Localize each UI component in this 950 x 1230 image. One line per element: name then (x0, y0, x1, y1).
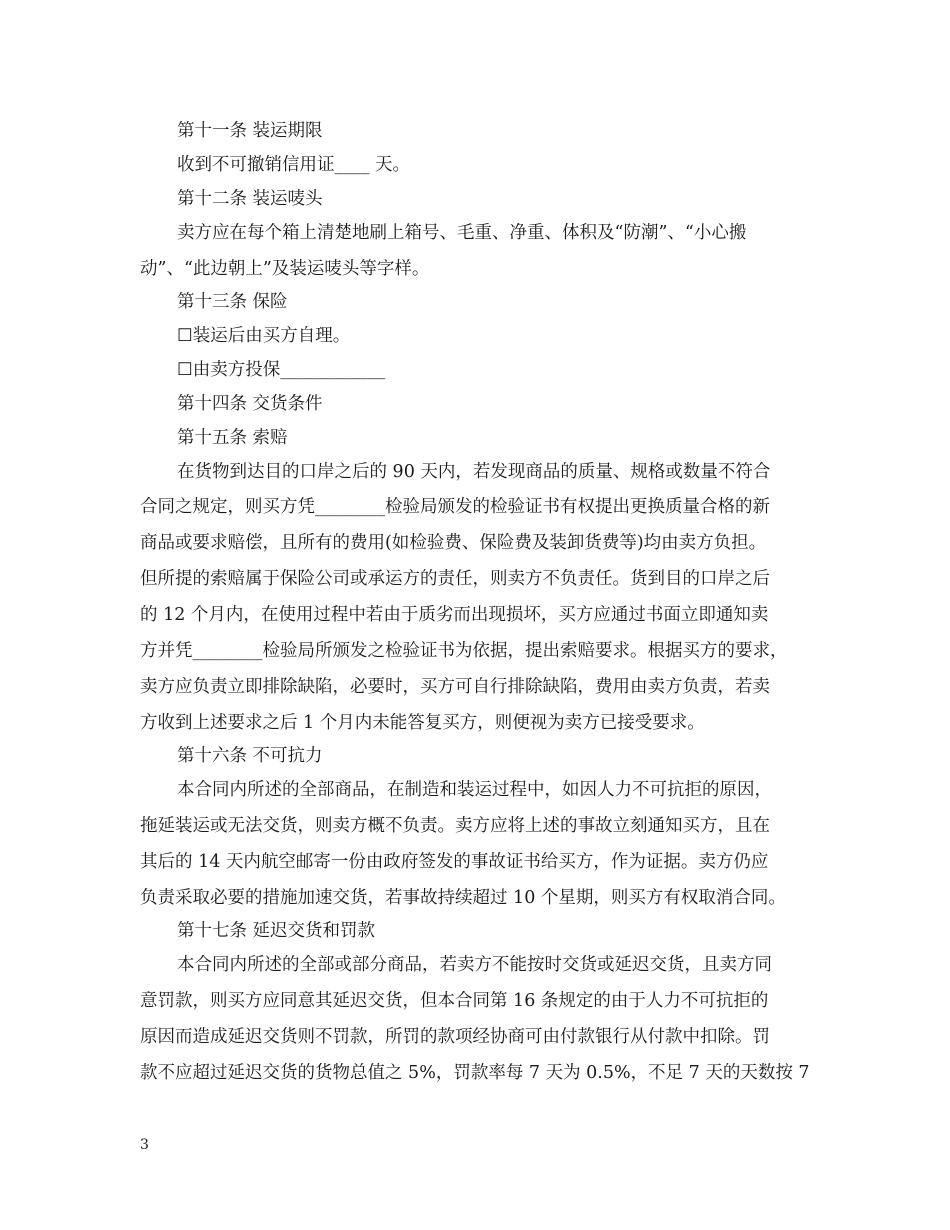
paragraph-line: 在货物到达目的口岸之后的 90 天内，若发现商品的质量、规格或数量不符合 (177, 462, 771, 482)
paragraph-line: 卖方应在每个箱上清楚地刷上箱号、毛重、净重、体积及“防潮”、“小心搬 (177, 223, 747, 243)
checkbox-option: ☐由卖方投保____________ (177, 360, 386, 380)
article-13-heading: 第十三条 保险 (177, 292, 288, 312)
article-16-heading: 第十六条 不可抗力 (177, 746, 323, 766)
paragraph-line: 动”、“此边朝上”及装运唛头等字样。 (140, 259, 430, 279)
checkbox-option: ☐装运后由买方自理。 (177, 326, 351, 346)
article-11-heading: 第十一条 装运期限 (177, 121, 323, 141)
paragraph-line: 负责采取必要的措施加速交货，若事故持续超过 10 个星期，则买方有权取消合同。 (140, 888, 786, 908)
article-15-heading: 第十五条 索赔 (177, 428, 288, 448)
paragraph-line: 原因而造成延迟交货则不罚款，所罚的款项经协商可由付款银行从付款中扣除。罚 (140, 1027, 770, 1047)
article-17-heading: 第十七条 延迟交货和罚款 (177, 921, 376, 941)
paragraph-line: 其后的 14 天内航空邮寄一份由政府签发的事故证书给买方，作为证据。卖方仍应 (140, 852, 769, 872)
paragraph-line: 本合同内所述的全部或部分商品，若卖方不能按时交货或延迟交货，且卖方同 (177, 955, 772, 975)
page-number: 3 (140, 1137, 149, 1153)
paragraph-line: 卖方应负责立即排除缺陷，必要时，买方可自行排除缺陷，费用由卖方负责，若卖 (140, 677, 770, 697)
paragraph-line: 意罚款，则买方应同意其延迟交货，但本合同第 16 条规定的由于人力不可抗拒的 (140, 991, 769, 1011)
paragraph-line: 款不应超过延迟交货的货物总值之 5%，罚款率每 7 天为 0.5%，不足 7 天的天数按 7 (140, 1063, 810, 1083)
paragraph-line: 商品或要求赔偿，且所有的费用(如检验费、保险费及装卸货费等)均由卖方负担。 (140, 533, 767, 553)
paragraph-line: 合同之规定，则买方凭________检验局颁发的检验证书有权提出更换质量合格的新 (140, 497, 770, 517)
paragraph-line: 拖延装运或无法交货，则卖方概不负责。卖方应将上述的事故立刻通知买方，且在 (140, 816, 770, 836)
article-14-heading: 第十四条 交货条件 (177, 394, 323, 414)
article-12-heading: 第十二条 装运唛头 (177, 189, 323, 209)
paragraph-line: 但所提的索赔属于保险公司或承运方的责任，则卖方不负责任。货到目的口岸之后 (140, 569, 770, 589)
paragraph-line: 收到不可撤销信用证____ 天。 (177, 155, 411, 175)
paragraph-line: 本合同内所述的全部商品，在制造和装运过程中，如因人力不可抗拒的原因， (177, 780, 772, 800)
paragraph-line: 方收到上述要求之后 1 个月内未能答复买方，则便视为卖方已接受要求。 (140, 713, 705, 733)
paragraph-line: 的 12 个月内，在使用过程中若由于质劣而出现损坏，买方应通过书面立即通知卖 (140, 605, 769, 625)
paragraph-line: 方并凭________检验局所颁发之检验证书为依据，提出索赔要求。根据买方的要求， (140, 641, 788, 661)
